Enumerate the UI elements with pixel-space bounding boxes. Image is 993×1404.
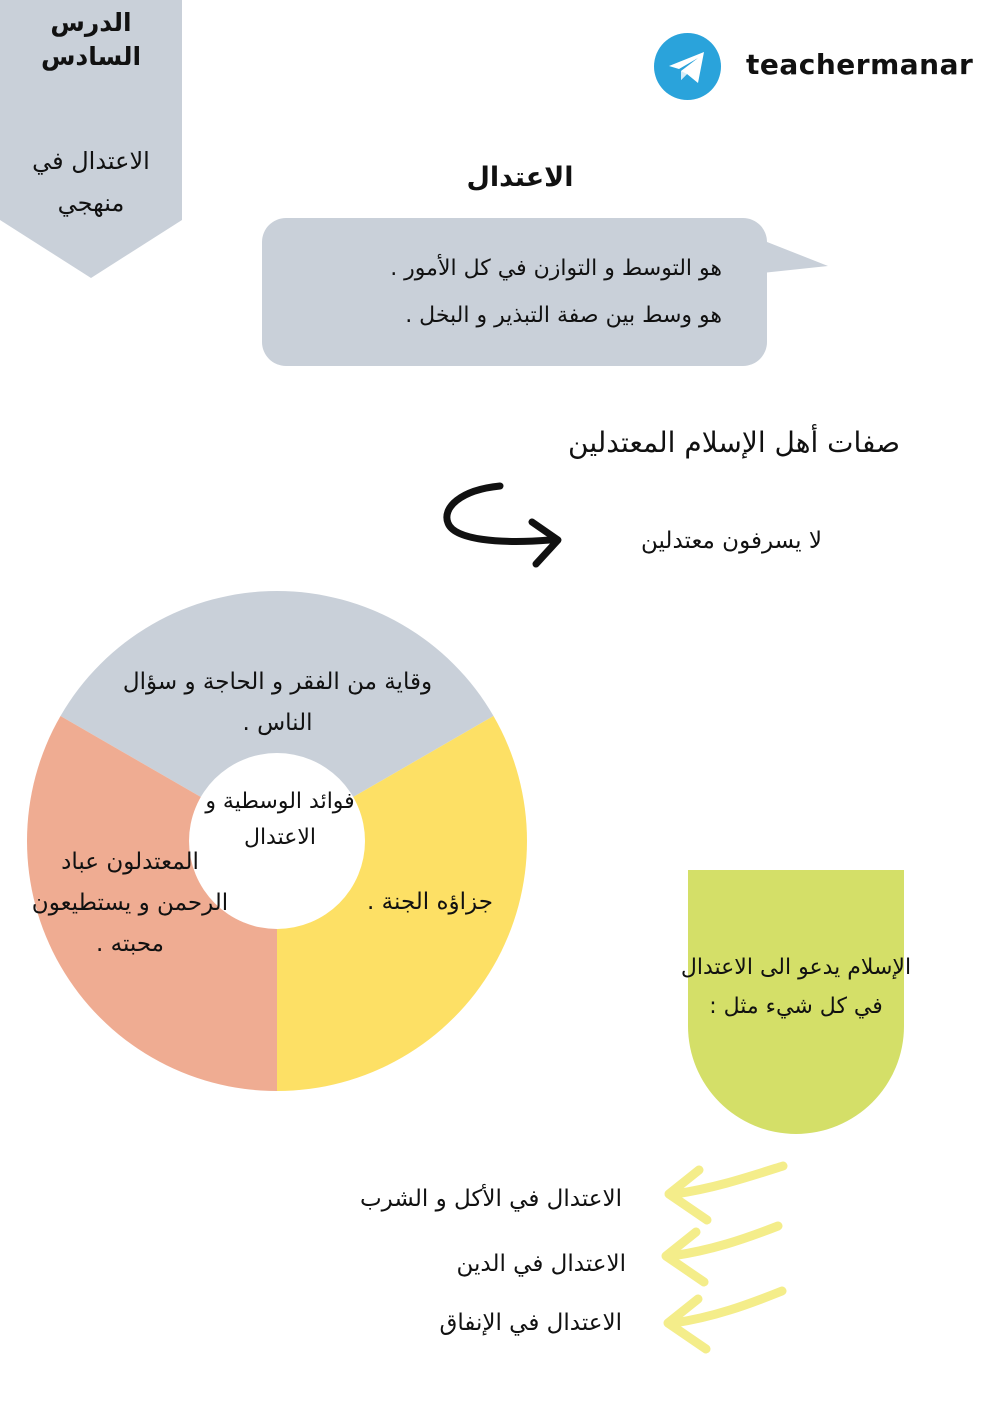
curved-arrow-icon [440, 478, 570, 573]
telegram-icon[interactable] [654, 33, 721, 100]
segment-paradise-text: جزاؤه الجنة . [367, 889, 493, 915]
yellow-arrow-icon [652, 1218, 792, 1288]
definition-title: الاعتدال [466, 162, 574, 193]
segment-prevention-text: وقاية من الفقر و الحاجة و سؤال الناس . [122, 669, 433, 736]
definition-lines [290, 245, 722, 339]
lesson-subject: الاعتدال في منهجي [32, 147, 150, 217]
donut-center-label: فوائد الوسطية و الاعتدال [205, 789, 355, 850]
definition-line: هو التوسط و التوازن في كل الأمور . [390, 256, 722, 281]
definition-line: هو وسط بين صفة التبذير و البخل . [405, 303, 722, 328]
trait-item: لا يسرفون معتدلين [640, 528, 822, 554]
segment-servants-text: المعتدلون عباد الرحمن و يستطيعون محبته . [31, 849, 229, 957]
example-religion: الاعتدال في الدين [456, 1251, 626, 1277]
lesson-number: الدرس السادس [40, 8, 142, 71]
example-spending: الاعتدال في الإنفاق [439, 1310, 622, 1336]
traits-title: صفات أهل الإسلام المعتدلين [568, 426, 900, 459]
yellow-arrow-icon [652, 1285, 792, 1355]
islam-calls-text: الإسلام يدعو الى الاعتدال في كل شيء مثل : [680, 955, 912, 1019]
example-eating: الاعتدال في الأكل و الشرب [360, 1186, 622, 1212]
brand-name[interactable]: teachermanar [746, 48, 974, 81]
